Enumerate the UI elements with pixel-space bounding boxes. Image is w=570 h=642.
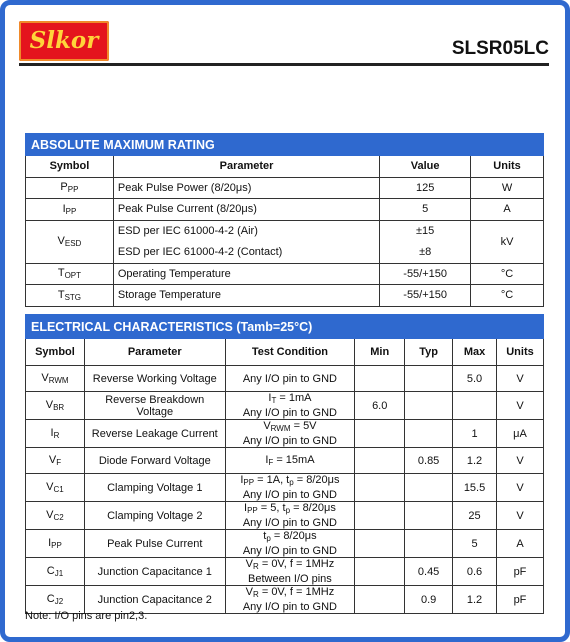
max-cell	[453, 392, 497, 420]
typ-cell	[405, 474, 453, 502]
col-header: Units	[471, 156, 544, 178]
value-cell: 5	[380, 199, 471, 221]
parameter-cell: Junction Capacitance 1	[84, 558, 225, 586]
min-cell: 6.0	[355, 392, 405, 420]
min-cell	[355, 366, 405, 392]
table-row	[26, 263, 544, 285]
max-cell: 1	[453, 420, 497, 448]
symbol-cell: $T_{OPT}$	[26, 263, 114, 285]
col-header: Symbol	[26, 339, 85, 366]
col-header: Parameter	[113, 156, 379, 178]
table-row	[26, 558, 544, 586]
symbol-cell: $I_{PP}$	[26, 199, 114, 221]
min-cell	[355, 474, 405, 502]
typ-cell	[405, 420, 453, 448]
col-header: Parameter	[84, 339, 225, 366]
test-condition-cell: $I_T = 1mA$ Any I/O pin to GND	[225, 392, 355, 420]
typ-cell: 0.85	[405, 448, 453, 474]
parameter-cell: Operating Temperature	[113, 263, 379, 285]
table-row	[26, 392, 544, 420]
symbol-cell: $I_{PP}$	[26, 530, 85, 558]
unit-cell: V	[496, 474, 543, 502]
unit-cell: μA	[496, 420, 543, 448]
parameter-cell: Junction Capacitance 2	[84, 586, 225, 614]
typ-cell	[405, 392, 453, 420]
table-row	[26, 420, 544, 448]
min-cell	[355, 502, 405, 530]
unit-cell: A	[496, 530, 543, 558]
test-condition-cell: $I_F = 15mA$	[225, 448, 355, 474]
value-cell: ±15	[380, 220, 471, 242]
parameter-cell: Peak Pulse Current	[84, 530, 225, 558]
footnote: Note: I/O pins are pin2,3.	[25, 610, 148, 622]
test-condition-cell: Any I/O pin to GND	[225, 366, 355, 392]
absolute-max-table	[25, 133, 544, 307]
max-cell: 5.0	[453, 366, 497, 392]
table-row	[26, 502, 544, 530]
unit-cell: V	[496, 392, 543, 420]
min-cell	[355, 448, 405, 474]
parameter-cell: Clamping Voltage 2	[84, 502, 225, 530]
unit-cell: V	[496, 366, 543, 392]
min-cell	[355, 558, 405, 586]
table-row	[26, 366, 544, 392]
symbol-cell: $I_R$	[26, 420, 85, 448]
part-number: SLSR05LC	[451, 38, 549, 59]
typ-cell	[405, 530, 453, 558]
symbol-cell: $V_{ESD}$	[26, 220, 114, 263]
typ-cell: 0.45	[405, 558, 453, 586]
col-header: Symbol	[26, 156, 114, 178]
unit-cell: W	[471, 177, 544, 199]
typ-cell	[405, 502, 453, 530]
symbol-cell: $V_{C1}$	[26, 474, 85, 502]
unit-cell: °C	[471, 263, 544, 285]
symbol-cell: $P_{PP}$	[26, 177, 114, 199]
table-title: ELECTRICAL CHARACTERISTICS (Tamb=25°C)	[26, 315, 544, 339]
col-header: Value	[380, 156, 471, 178]
col-header: Test Condition	[225, 339, 355, 366]
logo-text: Slkor	[29, 27, 99, 54]
max-cell: 0.6	[453, 558, 497, 586]
value-cell: 125	[380, 177, 471, 199]
col-header: Max	[453, 339, 497, 366]
parameter-cell: Peak Pulse Power (8/20μs)	[113, 177, 379, 199]
test-condition-cell: $V_R = 0V$, f = 1MHz Between I/O pins	[225, 558, 355, 586]
min-cell	[355, 586, 405, 614]
value-cell: -55/+150	[380, 263, 471, 285]
table-row	[26, 220, 544, 242]
parameter-cell: ESD per IEC 61000-4-2 (Air)	[113, 220, 379, 242]
value-cell: -55/+150	[380, 285, 471, 307]
symbol-cell: $C_{J2}$	[26, 586, 85, 614]
table-row	[26, 177, 544, 199]
parameter-cell: Reverse Breakdown Voltage	[84, 392, 225, 420]
typ-cell: 0.9	[405, 586, 453, 614]
unit-cell: kV	[471, 220, 544, 263]
test-condition-cell: $t_p = 8/20\mu s$ Any I/O pin to GND	[225, 530, 355, 558]
symbol-cell: $C_{J1}$	[26, 558, 85, 586]
parameter-cell: Storage Temperature	[113, 285, 379, 307]
max-cell: 25	[453, 502, 497, 530]
symbol-cell: $V_{C2}$	[26, 502, 85, 530]
symbol-cell: $V_F$	[26, 448, 85, 474]
electrical-characteristics-table	[25, 314, 544, 614]
value-cell: ±8	[380, 242, 471, 264]
min-cell	[355, 530, 405, 558]
table-row	[26, 474, 544, 502]
unit-cell: V	[496, 502, 543, 530]
parameter-cell: Peak Pulse Current (8/20μs)	[113, 199, 379, 221]
symbol-cell: $V_{RWM}$	[26, 366, 85, 392]
parameter-cell: Reverse Working Voltage	[84, 366, 225, 392]
header-divider	[19, 63, 549, 66]
test-condition-cell: $I_{PP} = 5$, $t_p = 8/20\mu s$ Any I/O pin to GND	[225, 502, 355, 530]
unit-cell: pF	[496, 558, 543, 586]
col-header: Min	[355, 339, 405, 366]
parameter-cell: Diode Forward Voltage	[84, 448, 225, 474]
max-cell: 1.2	[453, 448, 497, 474]
symbol-cell: $V_{BR}$	[26, 392, 85, 420]
table-row	[26, 530, 544, 558]
test-condition-cell: $V_R = 0V$, f = 1MHz Any I/O pin to GND	[225, 586, 355, 614]
col-header: Units	[496, 339, 543, 366]
table-row	[26, 448, 544, 474]
col-header: Typ	[405, 339, 453, 366]
parameter-cell: Clamping Voltage 1	[84, 474, 225, 502]
unit-cell: A	[471, 199, 544, 221]
unit-cell: °C	[471, 285, 544, 307]
table-title: ABSOLUTE MAXIMUM RATING	[26, 134, 544, 156]
symbol-cell: $T_{STG}$	[26, 285, 114, 307]
max-cell: 1.2	[453, 586, 497, 614]
table-row	[26, 199, 544, 221]
table-row	[26, 285, 544, 307]
unit-cell: pF	[496, 586, 543, 614]
brand-logo	[19, 21, 109, 61]
min-cell	[355, 420, 405, 448]
parameter-cell: Reverse Leakage Current	[84, 420, 225, 448]
test-condition-cell: $I_{PP} = 1A$, $t_p = 8/20\mu s$ Any I/O pin to GND	[225, 474, 355, 502]
typ-cell	[405, 366, 453, 392]
test-condition-cell: $V_{RWM} = 5V$ Any I/O pin to GND	[225, 420, 355, 448]
unit-cell: V	[496, 448, 543, 474]
max-cell: 5	[453, 530, 497, 558]
parameter-cell: ESD per IEC 61000-4-2 (Contact)	[113, 242, 379, 264]
max-cell: 15.5	[453, 474, 497, 502]
